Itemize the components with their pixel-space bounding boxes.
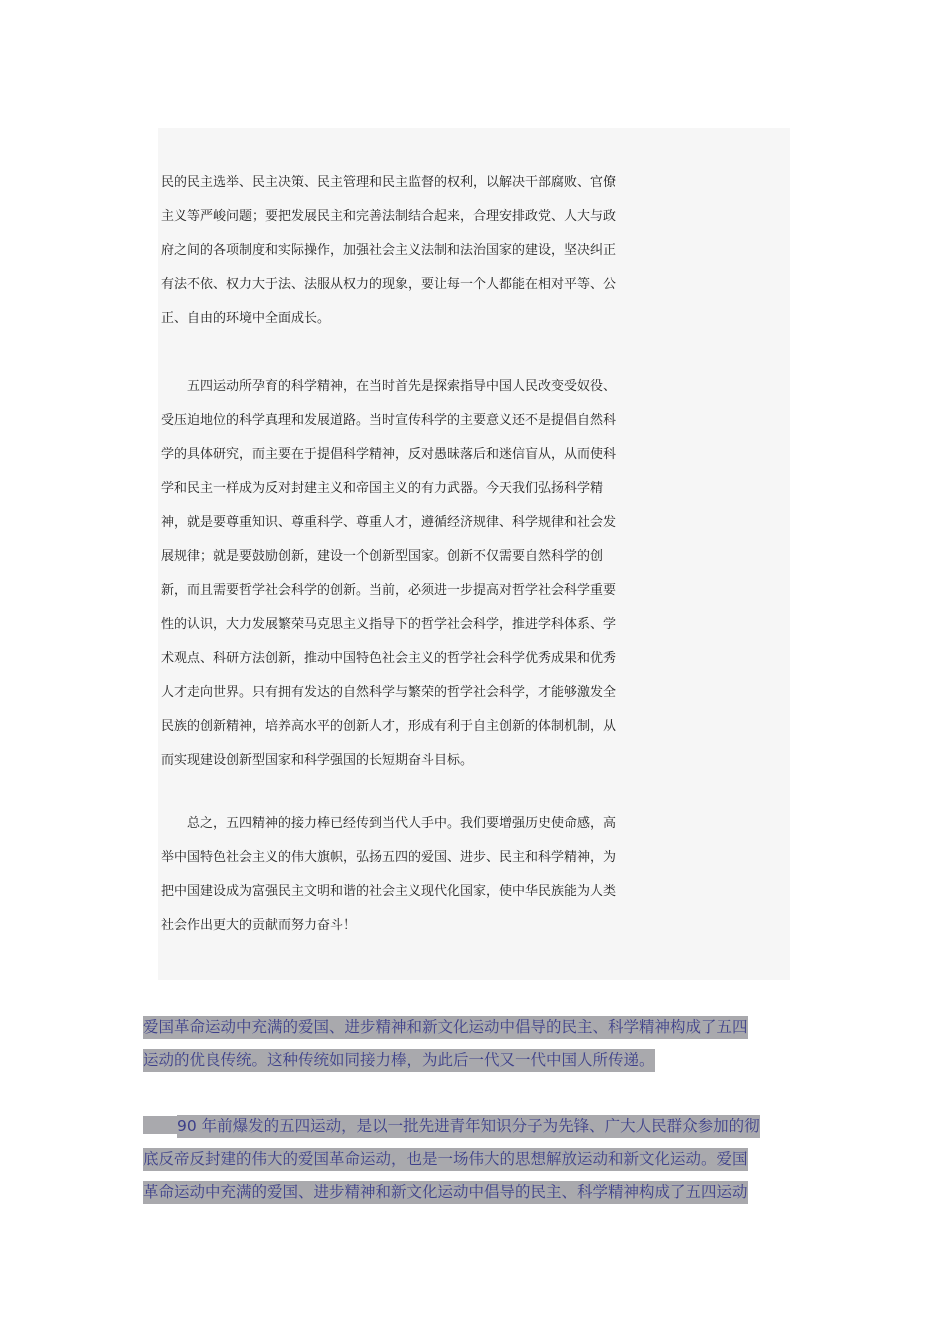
text-line: 府之间的各项制度和实际操作，加强社会主义法制和法治国家的建设，坚决纠正 [161,243,617,258]
text-line: 总之，五四精神的接力棒已经传到当代人手中。我们要增强历史使命感，高 [161,816,617,831]
text-line: 民的民主选举、民主决策、民主管理和民主监督的权利，以解决干部腐败、官僚 [161,175,617,190]
text-line: 神，就是要尊重知识、尊重科学、尊重人才，遵循经济规律、科学规律和社会发 [161,515,617,530]
text-line: 主义等严峻问题；要把发展民主和完善法制结合起来，合理安排政党、人大与政 [161,209,617,224]
paragraph-conclusion [161,807,666,943]
text-line: 举中国特色社会主义的伟大旗帜，弘扬五四的爱国、进步、民主和科学精神，为 [161,850,617,865]
highlighted-text-line: 爱国革命运动中充满的爱国、进步精神和新文化运动中倡导的民主、科学精神构成了五四 [143,1016,748,1039]
text-line: 民族的创新精神，培养高水平的创新人才，形成有利于自主创新的体制机制，从 [161,719,617,734]
highlighted-text-line: 90 年前爆发的五四运动，是以一批先进青年知识分子为先锋、广大人民群众参加的彻 [177,1115,760,1138]
paragraph-science-spirit [161,370,666,778]
text-line: 受压迫地位的科学真理和发展道路。当时宣传科学的主要意义还不是提倡自然科 [161,413,617,428]
text-line: 新，而且需要哲学社会科学的创新。当前，必须进一步提高对哲学社会科学重要 [161,583,617,598]
highlighted-text-line: 底反帝反封建的伟大的爱国革命运动，也是一场伟大的思想解放运动和新文化运动。爱国 [143,1148,748,1171]
text-line: 学的具体研究，而主要在于提倡科学精神，反对愚昧落后和迷信盲从，从而使科 [161,447,617,462]
highlighted-paragraph-may-fourth [143,1110,760,1209]
paragraph-democracy [161,166,666,336]
text-line: 社会作出更大的贡献而努力奋斗！ [161,918,357,933]
text-line: 正、自由的环境中全面成长。 [161,311,331,326]
indent-highlight [143,1116,177,1134]
highlighted-text-line: 运动的优良传统。这种传统如同接力棒，为此后一代又一代中国人所传递。 [143,1049,655,1072]
text-line: 五四运动所孕育的科学精神，在当时首先是探索指导中国人民改变受奴役、 [161,379,617,394]
text-line: 而实现建设创新型国家和科学强国的长短期奋斗目标。 [161,753,474,768]
text-line: 有法不依、权力大于法、法服从权力的现象，要让每一个人都能在相对平等、公 [161,277,617,292]
text-line: 展规律；就是要鼓励创新，建设一个创新型国家。创新不仅需要自然科学的创 [161,549,604,564]
highlighted-text-line: 革命运动中充满的爱国、进步精神和新文化运动中倡导的民主、科学精神构成了五四运动 [143,1181,748,1204]
text-line: 人才走向世界。只有拥有发达的自然科学与繁荣的哲学社会科学，才能够激发全 [161,685,617,700]
text-line: 学和民主一样成为反对封建主义和帝国主义的有力武器。今天我们弘扬科学精 [161,481,604,496]
highlighted-paragraph-tradition [143,1011,748,1077]
text-line: 性的认识，大力发展繁荣马克思主义指导下的哲学社会科学，推进学科体系、学 [161,617,617,632]
text-line: 术观点、科研方法创新，推动中国特色社会主义的哲学社会科学优秀成果和优秀 [161,651,617,666]
text-line: 把中国建设成为富强民主文明和谐的社会主义现代化国家，使中华民族能为人类 [161,884,617,899]
